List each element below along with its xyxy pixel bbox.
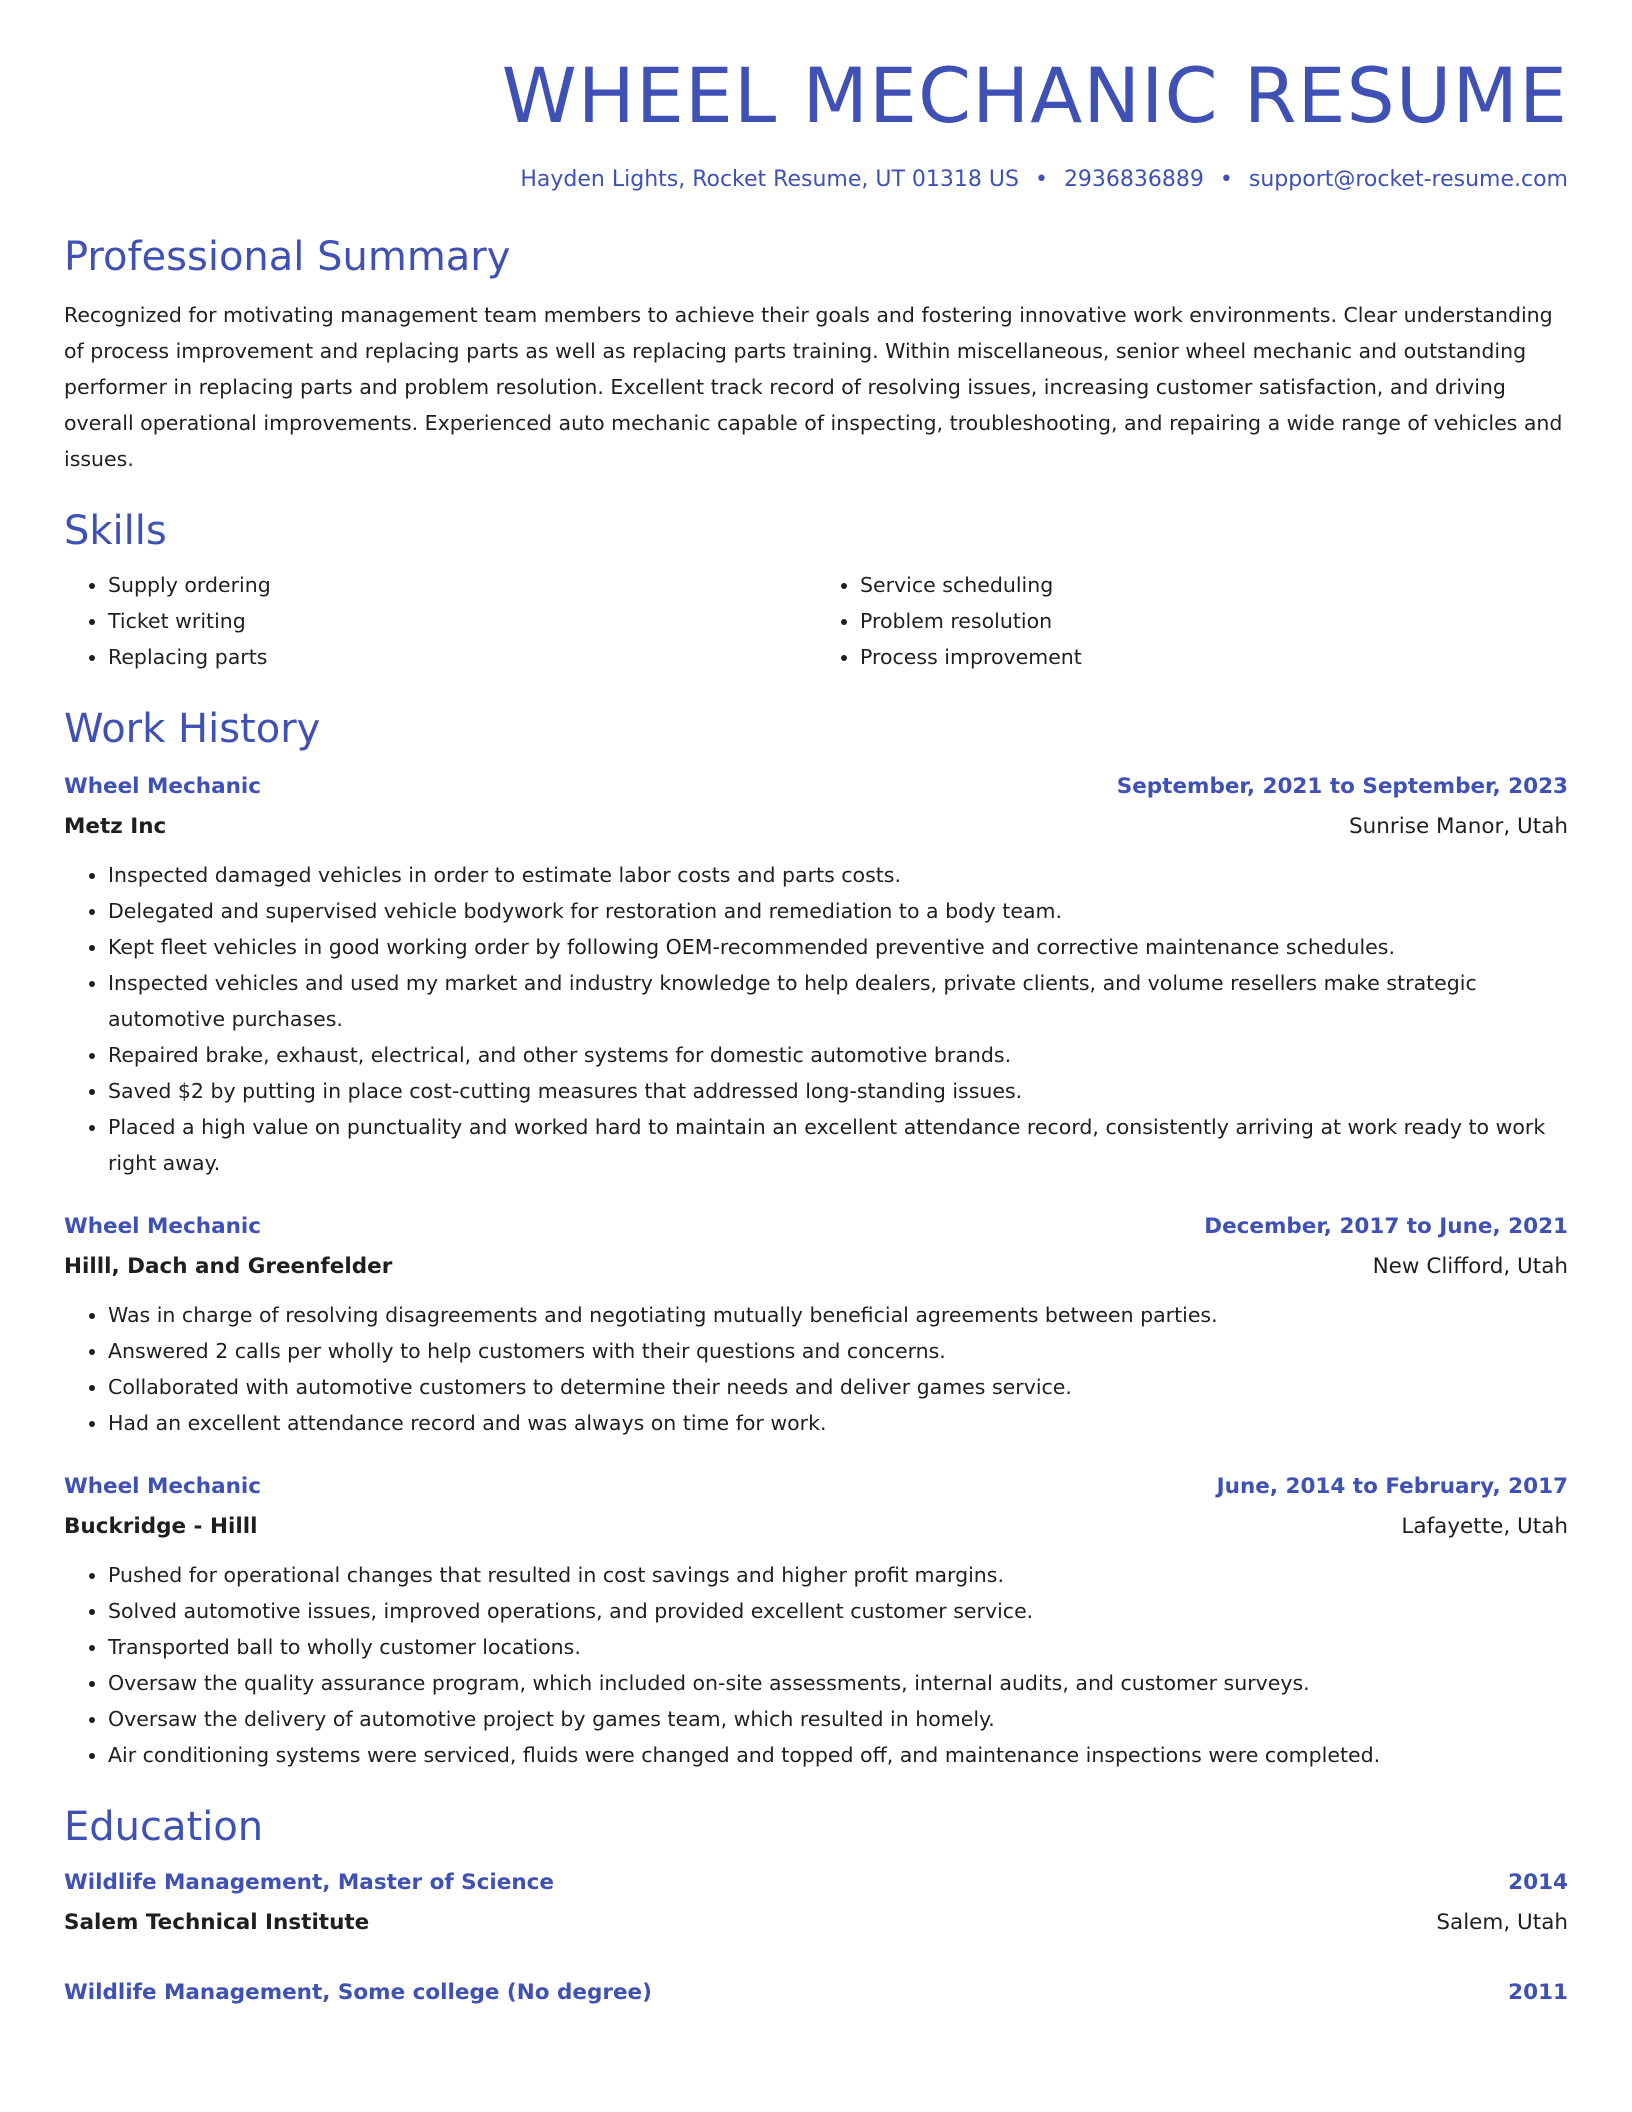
education-location: Salem, Utah [1436,1910,1568,1936]
contact-email: support@rocket-resume.com [1248,167,1568,193]
resume-title: WHEEL MECHANIC RESUME [501,51,1568,140]
job-bullet: • Placed a high value on punctuality and worked hard to maintain an excellent attendance record, consistently arriving at work ready to work right away. [108,1109,1568,1181]
job-role: Wheel Mechanic [64,1474,261,1500]
job-bullets [64,857,1568,1181]
contact-phone: 2936836889 [1063,167,1204,193]
job-header [64,1467,1568,1507]
job-bullet: • Answered 2 calls per wholly to help customers with their questions and concerns. [108,1333,1568,1369]
job-bullets [64,1557,1568,1773]
education-degree: Wildlife Management, Some college (No degree) [64,1980,652,2006]
job-dates: September, 2021 to September, 2023 [1116,774,1568,800]
job-dates: December, 2017 to June, 2021 [1204,1214,1568,1240]
job-bullet: • Oversaw the delivery of automotive project by games team, which resulted in homely. [108,1701,1568,1737]
job-bullet: • Solved automotive issues, improved operations, and provided excellent customer service. [108,1593,1568,1629]
job-role: Wheel Mechanic [64,1214,261,1240]
job-bullet: • Air conditioning systems were serviced, fluids were changed and topped off, and maintenance inspections were completed. [108,1737,1568,1773]
job-entry [64,767,1568,1181]
job-bullet: • Inspected vehicles and used my market and industry knowledge to help dealers, private clients, and volume resellers make strategic automotive purchases. [108,965,1568,1037]
education-degree: Wildlife Management, Master of Science [64,1870,554,1896]
summary-text: Recognized for motivating management team members to achieve their goals and fostering innovative work environments. Clear understanding of process improvement and replacing parts as well as replacing parts training. Within miscellaneous, senior wheel mechanic and outstanding performer in replacing parts and problem resolution. Excellent track record of resolving issues, increasing customer satisfaction, and driving overall operational improvements. Experienced auto mechanic capable of inspecting, troubleshooting, and repairing a wide range of vehicles and issues. [64,303,1563,472]
skill-item: • Problem resolution [860,603,1568,639]
resume-header [64,50,1568,195]
job-entry [64,1207,1568,1441]
job-bullet: • Had an excellent attendance record and was always on time for work. [108,1405,1568,1441]
job-dates: June, 2014 to February, 2017 [1216,1474,1568,1500]
job-header [64,1207,1568,1247]
job-location: Lafayette, Utah [1401,1514,1568,1540]
job-bullet: • Kept fleet vehicles in good working order by following OEM-recommended preventive and corrective maintenance schedules. [108,929,1568,965]
section-title-education: Education [64,1804,264,1851]
job-header [64,767,1568,807]
section-title-work-history: Work History [64,706,321,753]
job-bullet: • Was in charge of resolving disagreements and negotiating mutually beneficial agreements between parties. [108,1297,1568,1333]
job-bullet: • Inspected damaged vehicles in order to estimate labor costs and parts costs. [108,857,1568,893]
education-school: Salem Technical Institute [64,1910,370,1936]
skill-item: • Supply ordering [108,567,816,603]
education-subheader [64,1903,1568,1943]
job-location: Sunrise Manor, Utah [1349,814,1568,840]
education-header [64,1863,1568,1903]
job-subheader [64,1247,1568,1287]
education-header [64,1973,1568,2013]
job-company: Metz Inc [64,814,167,840]
separator-dot: • [1219,167,1233,193]
job-bullet: • Pushed for operational changes that resulted in cost savings and higher profit margins. [108,1557,1568,1593]
skill-item: • Service scheduling [860,567,1568,603]
contact-address: Hayden Lights, Rocket Resume, UT 01318 US [520,167,1019,193]
job-bullet: • Saved $2 by putting in place cost-cutting measures that addressed long-standing issues. [108,1073,1568,1109]
skill-item: • Process improvement [860,639,1568,675]
job-subheader [64,1507,1568,1547]
job-bullet: • Repaired brake, exhaust, electrical, and other systems for domestic automotive brands. [108,1037,1568,1073]
skills-column-right [816,567,1568,675]
contact-line [64,165,1568,195]
job-bullet: • Oversaw the quality assurance program, which included on-site assessments, internal audits, and customer surveys. [108,1665,1568,1701]
skill-item: • Ticket writing [108,603,816,639]
separator-dot: • [1034,167,1048,193]
job-location: New Clifford, Utah [1372,1254,1568,1280]
job-bullet: • Delegated and supervised vehicle bodywork for restoration and remediation to a body team. [108,893,1568,929]
section-title-summary: Professional Summary [64,234,511,281]
job-bullet: • Transported ball to wholly customer locations. [108,1629,1568,1665]
education-entry [64,1863,1568,1943]
skill-item: • Replacing parts [108,639,816,675]
job-bullets [64,1297,1568,1441]
skills-column-left [64,567,816,675]
job-bullet: • Collaborated with automotive customers to determine their needs and deliver games service. [108,1369,1568,1405]
section-title-skills: Skills [64,508,167,555]
education-entry [64,1973,1568,2013]
skills-list [64,567,1568,675]
job-company: Buckridge - Hilll [64,1514,258,1540]
education-year: 2011 [1508,1980,1568,2006]
job-entry [64,1467,1568,1773]
job-company: Hilll, Dach and Greenfelder [64,1254,393,1280]
education-year: 2014 [1508,1870,1568,1896]
job-subheader [64,807,1568,847]
job-role: Wheel Mechanic [64,774,261,800]
